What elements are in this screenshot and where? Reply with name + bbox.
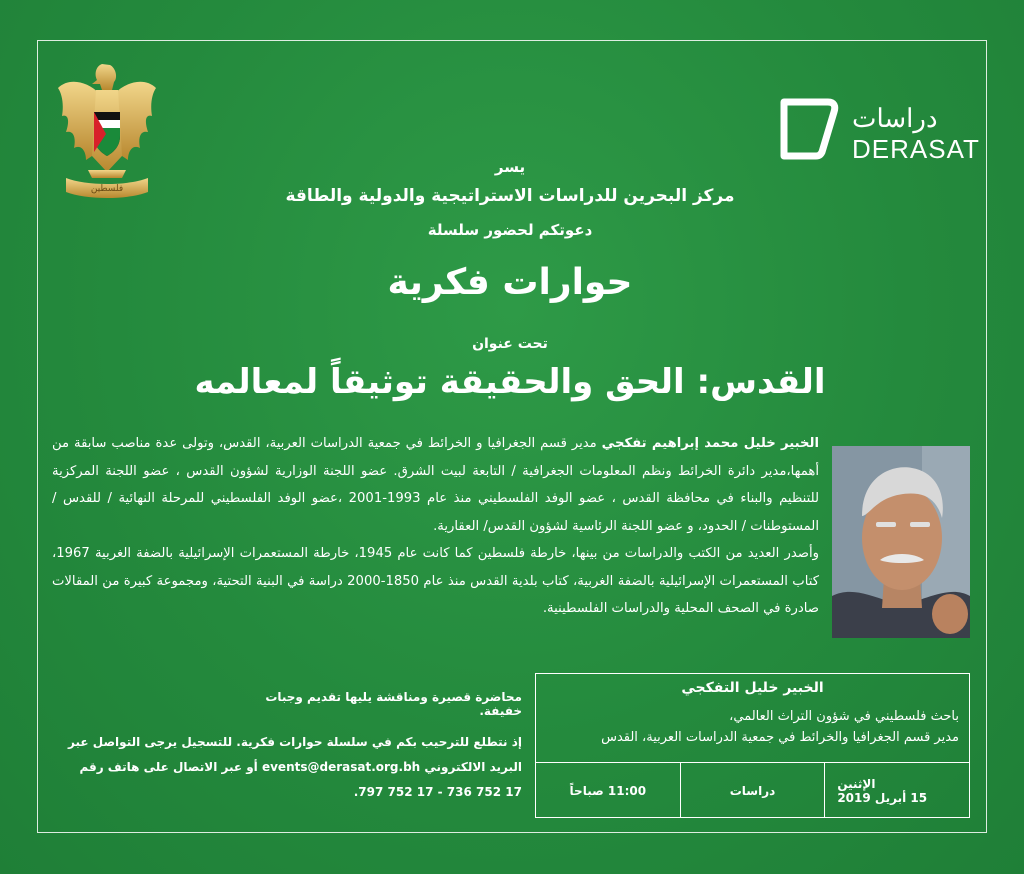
event-date: 15 أبريل 2019 <box>837 790 928 805</box>
speaker-box-role-1: باحث فلسطيني في شؤون التراث العالمي، <box>729 709 959 724</box>
speaker-box <box>536 674 969 763</box>
speaker-biography <box>52 430 819 623</box>
intro-line-3: دعوتكم لحضور سلسلة <box>427 221 593 239</box>
note-registration-line-1: إذ نتطلع للترحيب بكم في سلسلة حوارات فكرية. للتسجيل يرجى التواصل عبر <box>68 735 522 749</box>
organization-name: مركز البحرين للدراسات الاستراتيجية والدولية والطاقة <box>285 186 735 206</box>
bio-paragraph-1 <box>52 430 819 540</box>
event-venue-cell <box>680 763 825 818</box>
note-refreshments: محاضرة قصيرة ومناقشة يليها تقديم وجبات خفيفة. <box>265 690 522 718</box>
logo-english-text: DERASAT <box>852 134 980 164</box>
speaker-photo <box>832 446 970 638</box>
note-registration <box>68 730 522 805</box>
event-time: 11:00 صباحاً <box>569 783 647 798</box>
event-details-row <box>536 763 969 818</box>
intro-line-1: يسر <box>494 158 526 176</box>
speaker-box-role-2: مدير قسم الجغرافيا والخرائط في جمعية الدراسات العربية، القدس <box>601 730 959 745</box>
event-day: الإثنين <box>837 776 876 791</box>
note-registration-line-2: البريد الالكتروني events@derasat.org.bh أو عبر الاتصال على هاتف رقم <box>79 760 522 774</box>
palestine-eagle-emblem-icon <box>56 60 158 202</box>
speaker-box-name: الخبير خليل التفكجي <box>681 680 824 696</box>
series-title: حوارات فكرية <box>387 262 633 303</box>
event-date-cell <box>824 763 969 818</box>
lecture-title: القدس: الحق والحقيقة توثيقاً لمعالمه <box>194 362 826 402</box>
bio-paragraph-1-text: مدير قسم الجغرافيا و الخرائط في جمعية الدراسات العربية، القدس، وتولى عدة مناصب سابقة من أهمها،مدير دائرة الخرائط ونظم المعلومات الجغرافية / التابعة لبيت الشرق. عضو اللجنة الوزارية لشؤون القدس ، عضو اللجنة المركزية للتنظيم والبناء في محافظة القدس ، عضو الوفد الفلسطيني منذ عام 1993-2001 ،عضو الوفد الفلسطيني للمرحلة النهائية / للقدس / المستوطنات / الحدود، و عضو اللجنة الرئاسية لشؤون القدس/ العقارية. <box>52 436 819 534</box>
event-time-cell <box>536 763 680 818</box>
bio-speaker-name: الخبير خليل محمد إبراهيم تفكجي <box>601 436 819 451</box>
event-venue: دراسات <box>729 783 776 798</box>
note-registration-line-3: 17 752 736 - 17 752 797. <box>353 785 522 799</box>
logo-arabic-text: دراسات <box>852 104 938 134</box>
under-title-label: تحت عنوان <box>472 336 548 352</box>
bio-paragraph-2: وأصدر العديد من الكتب والدراسات من بينها، خارطة فلسطين كما كانت عام 1945، خارطة المستعمرات الإسرائيلية بالضفة الغربية 1967، كتاب المستعمرات الإسرائيلية بالضفة الغربية، كتاب بلدية القدس منذ عام 1850-2000 دراسة في البنية التحتية، ومجموعة كبيرة من المقالات صادرة في الصحف المحلية والدراسات الفلسطينية. <box>52 546 819 616</box>
event-info-box <box>535 673 970 818</box>
derasat-logo-icon <box>778 98 840 160</box>
emblem-text: فلسطين <box>90 184 124 194</box>
